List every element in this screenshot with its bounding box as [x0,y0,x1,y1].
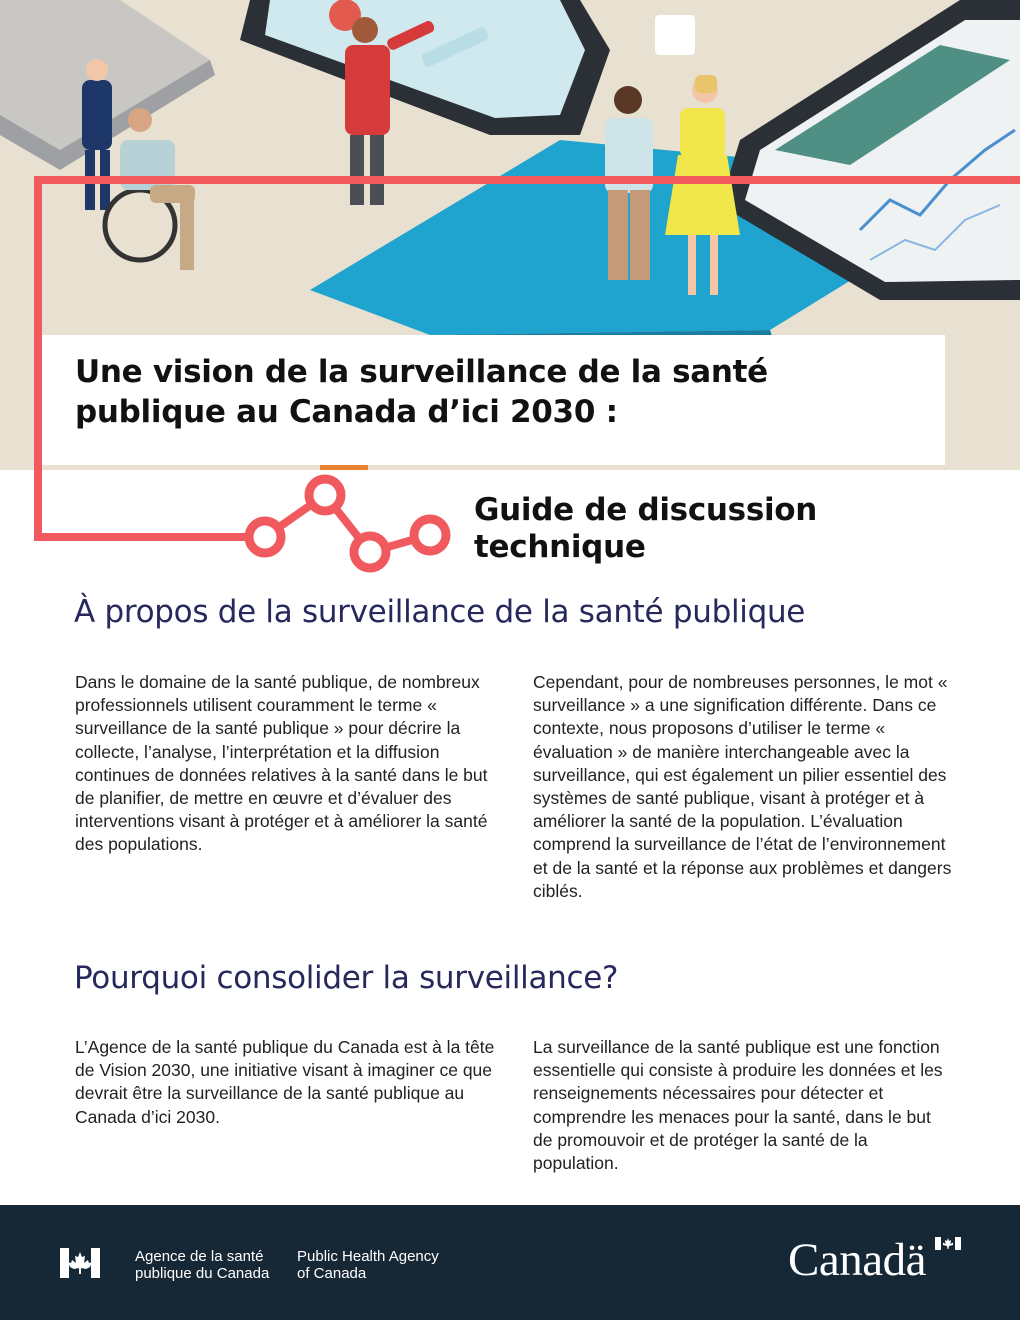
section-heading-about: À propos de la surveillance de la santé publique [74,594,806,630]
canada-wordmark: Canadä [788,1234,926,1286]
title-band-angled-edge [940,335,1000,465]
document-subtitle: Guide de discussion technique [474,492,818,565]
document-title: Une vision de la surveillance de la santé publique au Canada d’ici 2030 : [75,354,768,430]
canada-flag-icon [60,1248,100,1278]
wordmark-flag-icon [935,1237,961,1250]
why-paragraph-right: La surveillance de la santé publique est une fonction essentielle qui consiste à produire les données et les renseignements nécessaires pour détecter et comprendre les menaces pour la santé, dans le but de promouvoir et de protéger la santé de la population. [533,1037,943,1174]
about-paragraph-left: Dans le domaine de la santé publique, de nombreux professionnels utilisent couramment le terme « surveillance de la santé publique » pour décrire la collecte, l’analyse, l’interprétation et la diffusion continues de données relatives à la santé dans le but de planifier, de mettre en œuvre et d’évaluer des interventions visant à protéger et à améliorer la santé des populations. [75,672,488,855]
department-name-en: Public Health Agency of Canada [297,1248,439,1282]
why-paragraph-left: L’Agence de la santé publique du Canada est à la tête de Vision 2030, une initiative visant à imaginer ce que devrait être la surveillance de la santé publique au Canada d’ici 2030. [75,1037,495,1127]
network-nodes-icon [0,330,470,580]
about-paragraph-right: Cependant, pour de nombreuses personnes, le mot « surveillance » a une signification différente. Dans ce contexte, nous proposons d’utiliser le terme « évaluation » de manière interchangeable avec la surveillance, qui est également un pilier essentiel des systèmes de santé publique, visant à protéger et à améliorer la santé de la population. L’évaluation comprend la surveillance de l’état de l’environnement et de la santé et la réponse aux problèmes et dangers ciblés. [533,672,952,901]
department-name-fr: Agence de la santé publique du Canada [135,1248,270,1282]
section-heading-why: Pourquoi consolider la surveillance? [74,960,619,996]
